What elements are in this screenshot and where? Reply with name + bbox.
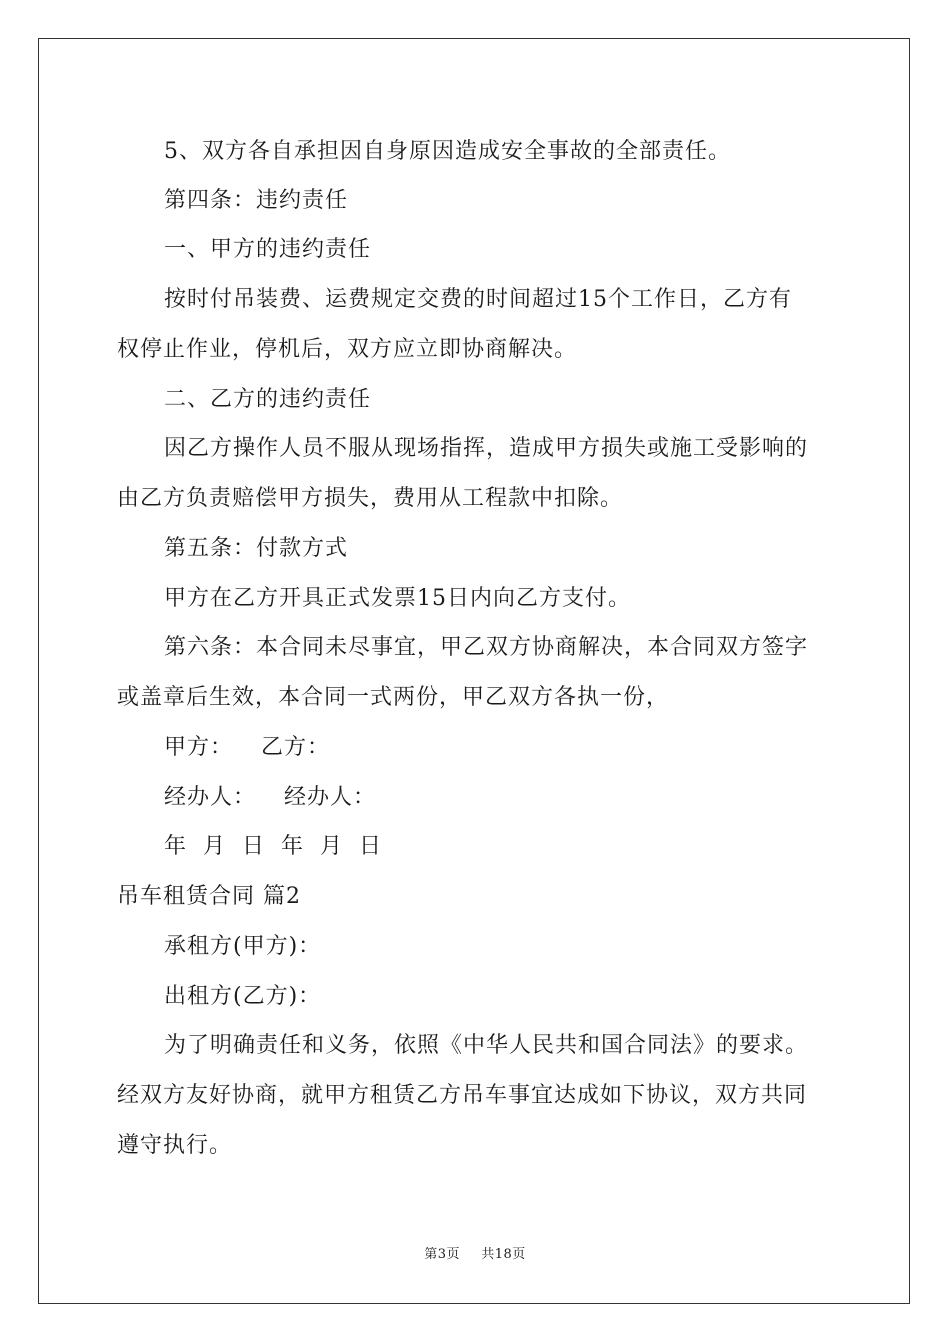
article-4-heading: 第四条：违约责任 — [164, 188, 349, 213]
party-signature-line — [164, 733, 330, 763]
party-a-breach-text-line1: 按时付吊装费、运费规定交费的时间超过15个工作日，乙方有 — [164, 287, 792, 312]
party-a-breach-text-line2: 权停止作业，停机后，双方应立即协商解决。 — [117, 337, 578, 362]
agent-a-label: 经办人： — [164, 785, 257, 810]
party-b-label: 乙方： — [261, 735, 331, 760]
page-border — [38, 38, 910, 1304]
party-a-breach-heading: 一、甲方的违约责任 — [164, 237, 372, 262]
agent-b-label: 经办人： — [284, 785, 377, 810]
lessee-label: 承租方(甲方)： — [164, 934, 322, 959]
article-6-text-line1: 第六条：本合同未尽事宜，甲乙双方协商解决，本合同双方签字 — [164, 635, 809, 660]
page-footer — [0, 1246, 950, 1264]
article-6-text-line2: 或盖章后生效，本合同一式两份，甲乙双方各执一份， — [117, 685, 670, 710]
party-b-breach-heading: 二、乙方的违约责任 — [164, 387, 372, 412]
page-number: 第3页 — [424, 1247, 460, 1262]
preamble-line1: 为了明确责任和义务，依照《中华人民共和国合同法》的要求。 — [164, 1033, 809, 1058]
page-total: 共18页 — [481, 1247, 526, 1262]
party-b-breach-text-line2: 由乙方负责赔偿甲方损失，费用从工程款中扣除。 — [117, 486, 624, 511]
contract-section-title: 吊车租赁合同 篇2 — [117, 884, 301, 909]
article-5-heading: 第五条：付款方式 — [164, 536, 349, 561]
party-a-label: 甲方： — [164, 735, 234, 760]
clause-safety-responsibility: 5、双方各自承担因自身原因造成安全事故的全部责任。 — [164, 139, 731, 164]
payment-text: 甲方在乙方开具正式发票15日内向乙方支付。 — [164, 586, 631, 611]
party-b-breach-text-line1: 因乙方操作人员不服从现场指挥，造成甲方损失或施工受影响的 — [164, 436, 809, 461]
preamble-line2: 经双方友好协商，就甲方租赁乙方吊车事宜达成如下协议，双方共同 — [117, 1083, 808, 1108]
date-line: 年 月 日 年 月 日 — [164, 834, 382, 859]
agent-signature-line — [164, 783, 376, 813]
preamble-line3: 遵守执行。 — [117, 1133, 233, 1158]
lessor-label: 出租方(乙方)： — [164, 984, 322, 1009]
